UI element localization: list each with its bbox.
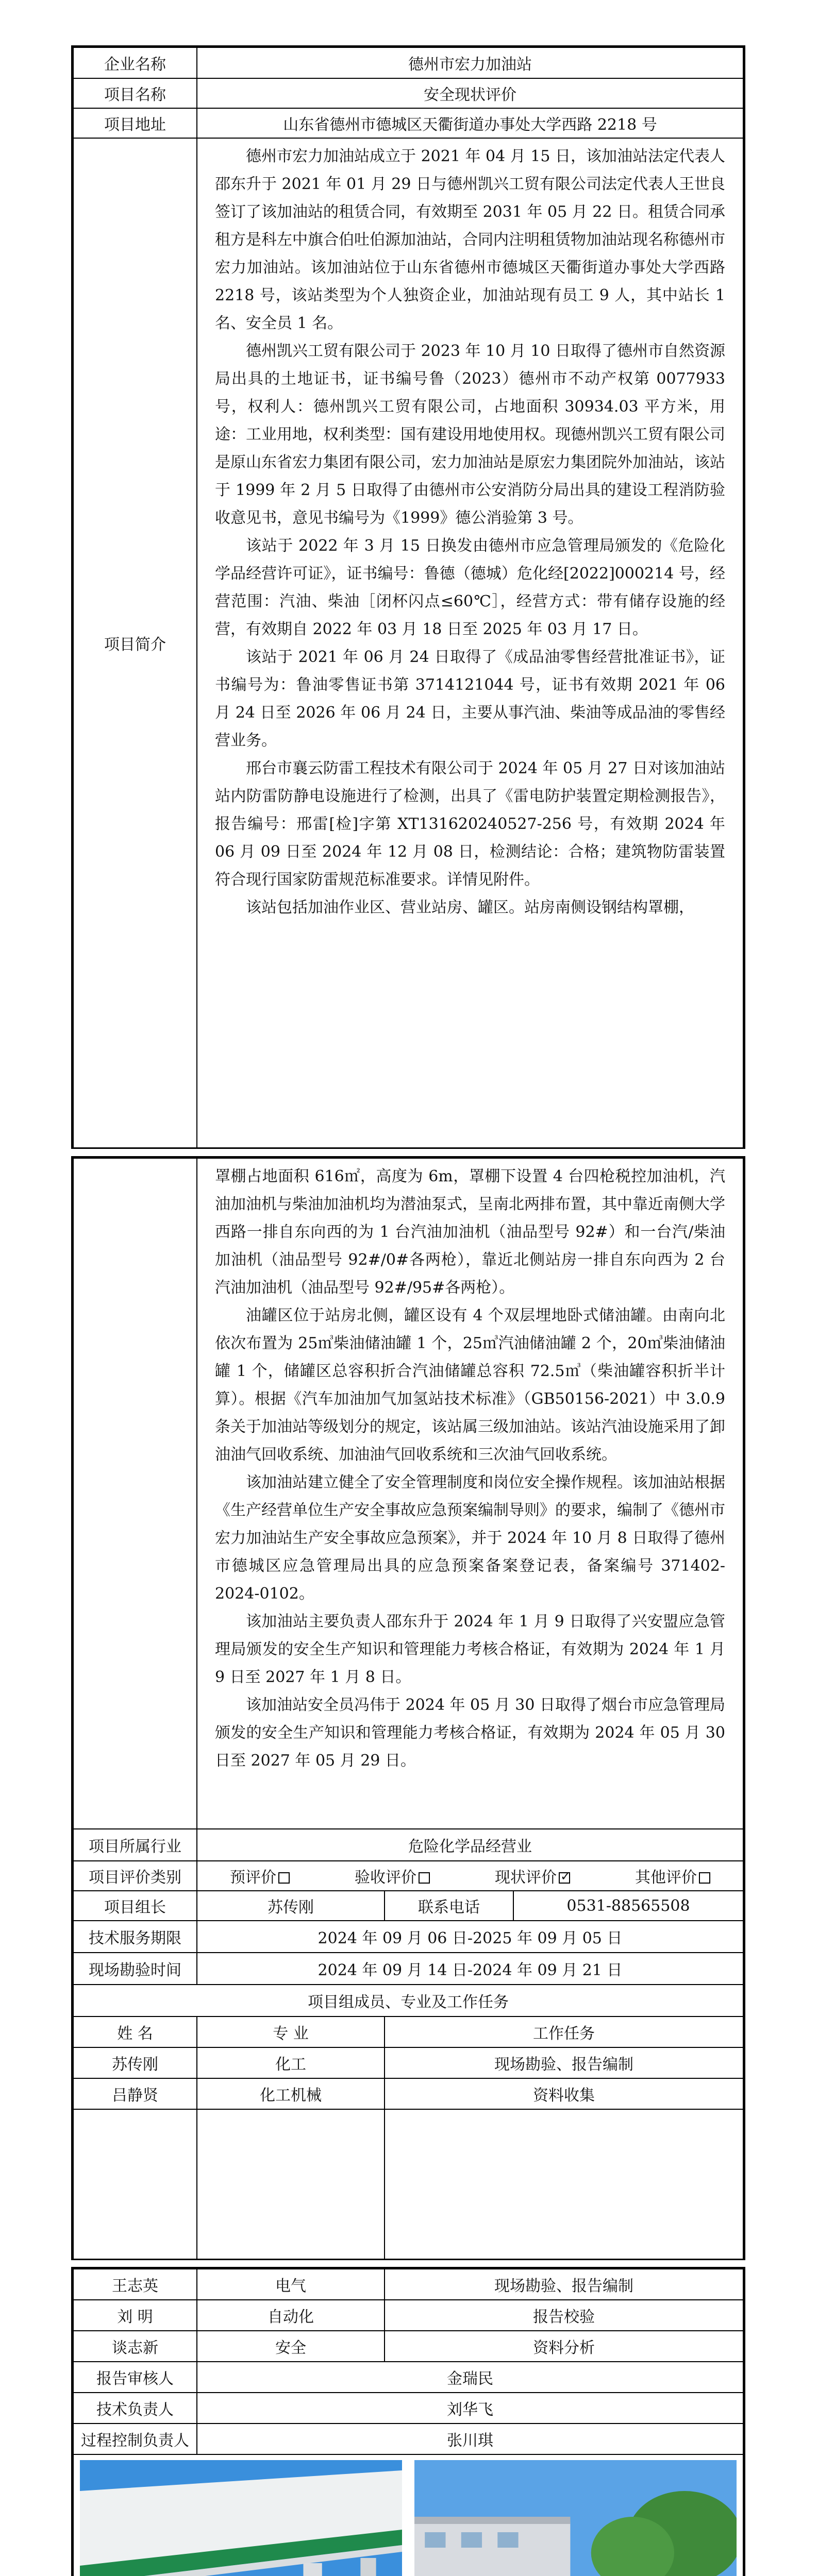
row-project (73, 78, 743, 108)
service-period-value: 2024 年 09 月 06 日-2025 年 09 月 05 日 (197, 1921, 743, 1953)
phone-value: 0531-88565508 (513, 1891, 743, 1921)
process-control-value: 张川琪 (197, 2424, 743, 2454)
member-major: 化工机械 (197, 2078, 385, 2109)
table-row (73, 2300, 743, 2331)
eval-option-text: 预评价 (230, 1869, 276, 1887)
info-table-middle (73, 1158, 744, 2260)
blank-cell (73, 2109, 197, 2259)
company-value: 德州市宏力加油站 (197, 47, 743, 78)
service-period-label: 技术服务期限 (73, 1921, 197, 1953)
photos-cell (73, 2454, 743, 2576)
member-name: 吕静贤 (73, 2078, 197, 2109)
form-page-3 (71, 2267, 745, 2576)
member-name: 刘 明 (73, 2300, 197, 2331)
checkbox-icon (278, 1872, 290, 1884)
intro-paragraph: 该加油站安全员冯伟于 2024 年 05 月 30 日取得了烟台市应急管理局颁发的安全生产知识和管理能力考核合格证，有效期为 2024 年 05 月 30 日至 2027 年 05 月 29 日。 (215, 1696, 725, 1770)
intro-paragraph: 邢台市襄云防雷工程技术有限公司于 2024 年 05 月 27 日对该加油站站内防雷防静电设施进行了检测，出具了《雷电防护装置定期检测报告》，报告编号：邢雷[检]字第 XT131620240527-256 号，有效期 2024 年 06 月 09 日至 2024 年 12 月 08 日，检测结论：合格；建筑物防雷装置符合现行国家防雷规范标准要求。详情见附件。 (215, 759, 725, 889)
eval-option-text: 现状评价 (495, 1869, 557, 1887)
member-name: 苏传刚 (73, 2047, 197, 2078)
member-name: 王志英 (73, 2269, 197, 2300)
table-row (73, 2269, 743, 2300)
eval-option-acceptance (355, 1865, 430, 1887)
row-photos (73, 2454, 743, 2576)
member-task: 报告校验 (385, 2300, 743, 2331)
form-page-1 (71, 45, 745, 1149)
member-name: 谈志新 (73, 2331, 197, 2362)
reviewer-label: 报告审核人 (73, 2362, 197, 2393)
row-address (73, 108, 743, 138)
table-row (73, 2047, 743, 2078)
canopy-photo-image (80, 2460, 402, 2576)
eval-option-current (495, 1865, 570, 1887)
eval-option-text: 其他评价 (635, 1869, 697, 1887)
row-intro (73, 138, 743, 1148)
intro-body (197, 138, 743, 1148)
checkbox-checked-icon (559, 1872, 570, 1884)
survey-time-label: 现场勘验时间 (73, 1953, 197, 1985)
info-table-bottom (73, 2268, 744, 2576)
row-blank-fill (73, 2109, 743, 2259)
member-task: 现场勘验、报告编制 (385, 2047, 743, 2078)
table-row (73, 2331, 743, 2362)
gas-station-canopy-photo (80, 2460, 402, 2576)
eval-option-text: 验收评价 (355, 1869, 416, 1887)
row-eval-type (73, 1861, 743, 1891)
eval-type-label: 项目评价类别 (73, 1861, 197, 1891)
intro-paragraph: 德州市宏力加油站成立于 2021 年 04 月 15 日，该加油站法定代表人邵东升于 2021 年 01 月 29 日与德州凯兴工贸有限公司法定代表人王世良签订了该加油站的租赁合同，有效期至 2031 年 05 月 22 日。租赁合同承租方是科左中旗合伯吐伯源加油站，合同内注明租赁物加油站现名称德州市宏力加油站。该加油站位于山东省德州市德城区天衢街道办事处大学西路 2218 号，该站类型为个人独资企业，加油站现有员工 9 人，其中站长 1 名、安全员 1 名。 (215, 147, 725, 332)
eval-type-options (197, 1861, 743, 1891)
intro-paragraph: 该站于 2022 年 3 月 15 日换发由德州市应急管理局颁发的《危险化学品经营许可证》，证书编号：鲁德（德城）危化经[2022]000214 号，经营范围：汽油、柴油［闭杯闪点≤60℃］，经营方式：带有储存设施的经营，有效期自 2022 年 03 月 18 日至 2025 年 03 月 17 日。 (215, 537, 725, 638)
tank-area-photo (414, 2460, 737, 2576)
checkbox-icon (419, 1872, 430, 1884)
table-row (73, 2078, 743, 2109)
intro-paragraph: 该站于 2021 年 06 月 24 日取得了《成品油零售经营批准证书》，证书编号为：鲁油零售证书第 3714121044 号，证书有效期 2021 年 06 月 24 日至 2026 年 06 月 24 日，主要从事汽油、柴油等成品油的零售经营业务。 (215, 648, 725, 750)
row-members-title (73, 1985, 743, 2016)
tech-lead-label: 技术负责人 (73, 2393, 197, 2424)
industry-value: 危险化学品经营业 (197, 1829, 743, 1861)
project-value: 安全现状评价 (197, 78, 743, 108)
intro-paragraph: 该加油站建立健全了安全管理制度和岗位安全操作规程。该加油站根据《生产经营单位生产安全事故应急预案编制导则》的要求，编制了《德州市宏力加油站生产安全事故应急预案》，并于 2024 年 10 月 8 日取得了德州市德城区应急管理局出具的应急预案备案登记表，备案编号 371402-2024-0102。 (215, 1473, 725, 1603)
row-members-header (73, 2016, 743, 2047)
leader-label: 项目组长 (73, 1891, 197, 1921)
intro-label-blank (73, 1158, 197, 1829)
intro-paragraph: 罩棚占地面积 616㎡，高度为 6m，罩棚下设置 4 台四枪税控加油机，汽油加油机与柴油加油机均为潜油泵式，呈南北两排布置，其中靠近南侧大学西路一排自东向西的为 1 台汽油加油机（油品型号 92#）和一台汽/柴油加油机（油品型号 92#/0#各两枪），靠近北侧站房一排自东向西为 2 台汽油加油机（油品型号 92#/95#各两枪）。 (215, 1167, 725, 1297)
eval-option-other (635, 1865, 710, 1887)
row-industry (73, 1829, 743, 1861)
row-company (73, 47, 743, 78)
address-value: 山东省德州市德城区天衢街道办事处大学西路 2218 号 (197, 108, 743, 138)
row-service-period (73, 1921, 743, 1953)
intro-paragraph: 油罐区位于站房北侧，罐区设有 4 个双层埋地卧式储油罐。由南向北依次布置为 25㎥柴油储油罐 1 个，25㎥汽油储油罐 2 个，20㎥柴油储油罐 1 个，储罐区总容积折合汽油储罐总容积 72.5㎥（柴油罐容积折半计算）。根据《汽车加油加气加氢站技术标准》（GB50156-2021）中 3.0.9 条关于加油站等级划分的规定，该站属三级加油站。该站汽油设施采用了卸油油气回收系统、加油油气回收系统和三次油气回收系统。 (215, 1307, 725, 1464)
row-leader (73, 1891, 743, 1921)
row-tech-lead (73, 2393, 743, 2424)
member-major: 自动化 (197, 2300, 385, 2331)
process-control-label: 过程控制负责人 (73, 2424, 197, 2454)
row-reviewer (73, 2362, 743, 2393)
row-process-control (73, 2424, 743, 2454)
project-label: 项目名称 (73, 78, 197, 108)
form-page-2 (71, 1156, 745, 2260)
intro-body-continued (197, 1158, 743, 1829)
tech-lead-value: 刘华飞 (197, 2393, 743, 2424)
eval-option-pre (230, 1865, 290, 1887)
members-header-major: 专 业 (197, 2016, 385, 2047)
checkbox-icon (699, 1872, 710, 1884)
intro-paragraph: 德州凯兴工贸有限公司于 2023 年 10 月 10 日取得了德州市自然资源局出具的土地证书，证书编号鲁（2023）德州市不动产权第 0077933 号，权利人：德州凯兴工贸有限公司，占地面积 30934.03 平方米，用途：工业用地，权利类型：国有建设用地使用权。现德州凯兴工贸有限公司是原山东省宏力集团有限公司，宏力加油站是原宏力集团院外加油站，该站于 1999 年 2 月 5 日取得了由德州市公安消防分局出具的建设工程消防验收意见书，意见书编号为《1999》德公消验第 3 号。 (215, 342, 725, 527)
address-label: 项目地址 (73, 108, 197, 138)
members-header-name: 姓 名 (73, 2016, 197, 2047)
info-table-top (73, 47, 744, 1148)
company-label: 企业名称 (73, 47, 197, 78)
industry-label: 项目所属行业 (73, 1829, 197, 1861)
members-title: 项目组成员、专业及工作任务 (73, 1985, 743, 2016)
member-task: 资料收集 (385, 2078, 743, 2109)
member-task: 资料分析 (385, 2331, 743, 2362)
member-major: 电气 (197, 2269, 385, 2300)
blank-cell (197, 2109, 385, 2259)
member-task: 现场勘验、报告编制 (385, 2269, 743, 2300)
phone-label: 联系电话 (385, 1891, 513, 1921)
intro-paragraph: 该站包括加油作业区、营业站房、罐区。站房南侧设钢结构罩棚， (246, 899, 694, 917)
intro-paragraph: 该加油站主要负责人邵东升于 2024 年 1 月 9 日取得了兴安盟应急管理局颁发的安全生产知识和管理能力考核合格证，有效期为 2024 年 1 月 9 日至 2027 年 1 月 8 日。 (215, 1613, 725, 1686)
row-survey-time (73, 1953, 743, 1985)
row-intro-cont (73, 1158, 743, 1829)
blank-cell (385, 2109, 743, 2259)
tank-area-photo-image (414, 2460, 737, 2576)
leader-name: 苏传刚 (197, 1891, 385, 1921)
survey-time-value: 2024 年 09 月 14 日-2024 年 09 月 21 日 (197, 1953, 743, 1985)
reviewer-value: 金瑞民 (197, 2362, 743, 2393)
member-major: 化工 (197, 2047, 385, 2078)
members-header-task: 工作任务 (385, 2016, 743, 2047)
member-major: 安全 (197, 2331, 385, 2362)
intro-label: 项目简介 (73, 138, 197, 1148)
